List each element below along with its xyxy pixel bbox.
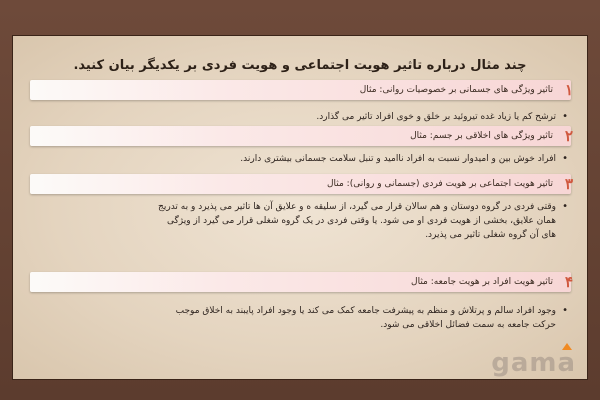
section-2-heading-band [30, 126, 571, 146]
section-4-heading: تاثیر هویت افراد بر هویت جامعه: مثال [411, 277, 553, 287]
section-1-bullet [30, 110, 570, 124]
section-3-bullet-line: های آن گروه شغلی تاثیر می پذیرد. [425, 230, 556, 240]
section-2-heading: تاثیر ویژگی های اخلاقی بر جسم: مثال [410, 131, 553, 141]
section-4-bullet [30, 304, 570, 332]
section-3-bullet-line: وقتی فردی در گروه دوستان و هم سالان قرار می گیرد، از سلیقه ه و علایق آن ها تاثیر می پذیرد و به تدریج [158, 202, 556, 212]
section-3-bullet-line: همان علایق، بخشی از هویت فردی او می شود. یا وقتی فردی در یک گروه شغلی قرار می گیرد از ویژگی [166, 216, 556, 226]
section-4-heading-band [30, 272, 571, 292]
bullet-dot-icon: • [562, 153, 568, 164]
section-1-heading-band [30, 80, 571, 100]
section-1-number: ۱ [564, 81, 573, 99]
section-4-number: ۴ [564, 273, 573, 291]
section-2-number: ۲ [564, 127, 573, 145]
section-3-bullet [30, 200, 570, 242]
section-3-heading-band [30, 174, 571, 194]
section-4-bullet-line: وجود افراد سالم و پرتلاش و منظم به پیشرفت جامعه کمک می کند یا وجود افراد پایبند به اخلاق موجب [175, 306, 556, 316]
gama-logo: gama [491, 348, 576, 378]
section-4-bullet-line: حرکت جامعه به سمت فضائل اخلاقی می شود. [380, 320, 556, 330]
section-2-bullet [30, 152, 570, 166]
bullet-dot-icon: • [562, 201, 568, 212]
bullet-dot-icon: • [562, 111, 568, 122]
bullet-dot-icon: • [562, 305, 568, 316]
section-1-heading: تاثیر ویژگی های جسمانی بر خصوصیات روانی: مثال [359, 85, 553, 95]
section-3-heading: تاثیر هویت اجتماعی بر هویت فردی (جسمانی و روانی): مثال [326, 179, 553, 189]
section-2-bullet-text: افراد خوش بین و امیدوار نسبت به افراد ناامید و تنبل سلامت جسمانی بیشتری دارند. [240, 154, 556, 164]
section-1-bullet-text: ترشح کم یا زیاد غده تیروئید بر خلق و خوی افراد تاثیر می گذارد. [316, 112, 556, 122]
slide-title: چند مثال درباره تاثیر هویت اجتماعی و هویت فردی بر یکدیگر بیان کنید. [73, 58, 527, 73]
section-3-number: ۳ [564, 175, 573, 193]
